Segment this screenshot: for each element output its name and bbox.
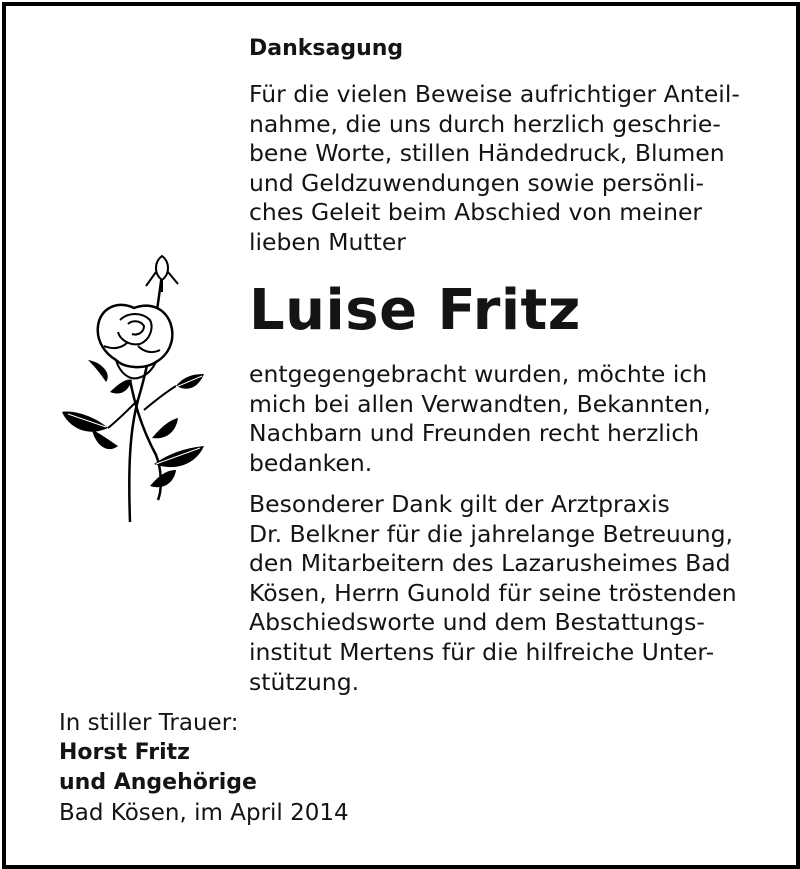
thanks-paragraph [249,360,752,478]
text-line: Kösen, Herrn Gunold für seine tröstenden [249,578,737,607]
mourner-name: Horst Fritz [59,740,190,765]
text-line: Für die vielen Beweise aufrichtiger Anteil- [249,80,740,108]
text-line: ches Geleit beim Abschied von meiner [249,198,703,227]
heading: Danksagung [249,36,404,61]
text-line: institut Mertens für die hilfreiche Unter- [249,637,715,666]
text-line: entgegengebracht wurden, möchte ich [249,360,708,388]
intro-paragraph [249,80,752,258]
text-line: den Mitarbeitern des Lazarusheimes Bad [249,549,731,578]
mourning-label: In stiller Trauer: [59,710,239,736]
place-date: Bad Kösen, im April 2014 [59,800,349,826]
text-line: lieben Mutter [249,227,406,256]
text-line: bene Worte, stillen Händedruck, Blumen [249,139,725,168]
deceased-name: Luise Fritz [249,278,581,343]
text-line: stützung. [249,667,360,696]
text-line: nahme, die uns durch herzlich geschrie- [249,109,721,138]
text-line: mich bei allen Verwandten, Bekannten, [249,389,711,418]
mourner-family: und Angehörige [59,770,257,795]
special-thanks-paragraph [249,490,752,697]
text-line: Nachbarn und Freunden recht herzlich [249,419,700,448]
signature-block [59,708,349,828]
text-line: Besonderer Dank gilt der Arztpraxis [249,490,670,518]
text-line: bedanken. [249,448,373,477]
obituary-notice [2,2,800,869]
text-line: Dr. Belkner für die jahrelange Betreuung, [249,519,733,548]
rose-illustration [58,250,210,526]
text-line: und Geldzuwendungen sowie persönli- [249,168,704,197]
text-line: Abschiedsworte und dem Bestattungs- [249,608,705,637]
